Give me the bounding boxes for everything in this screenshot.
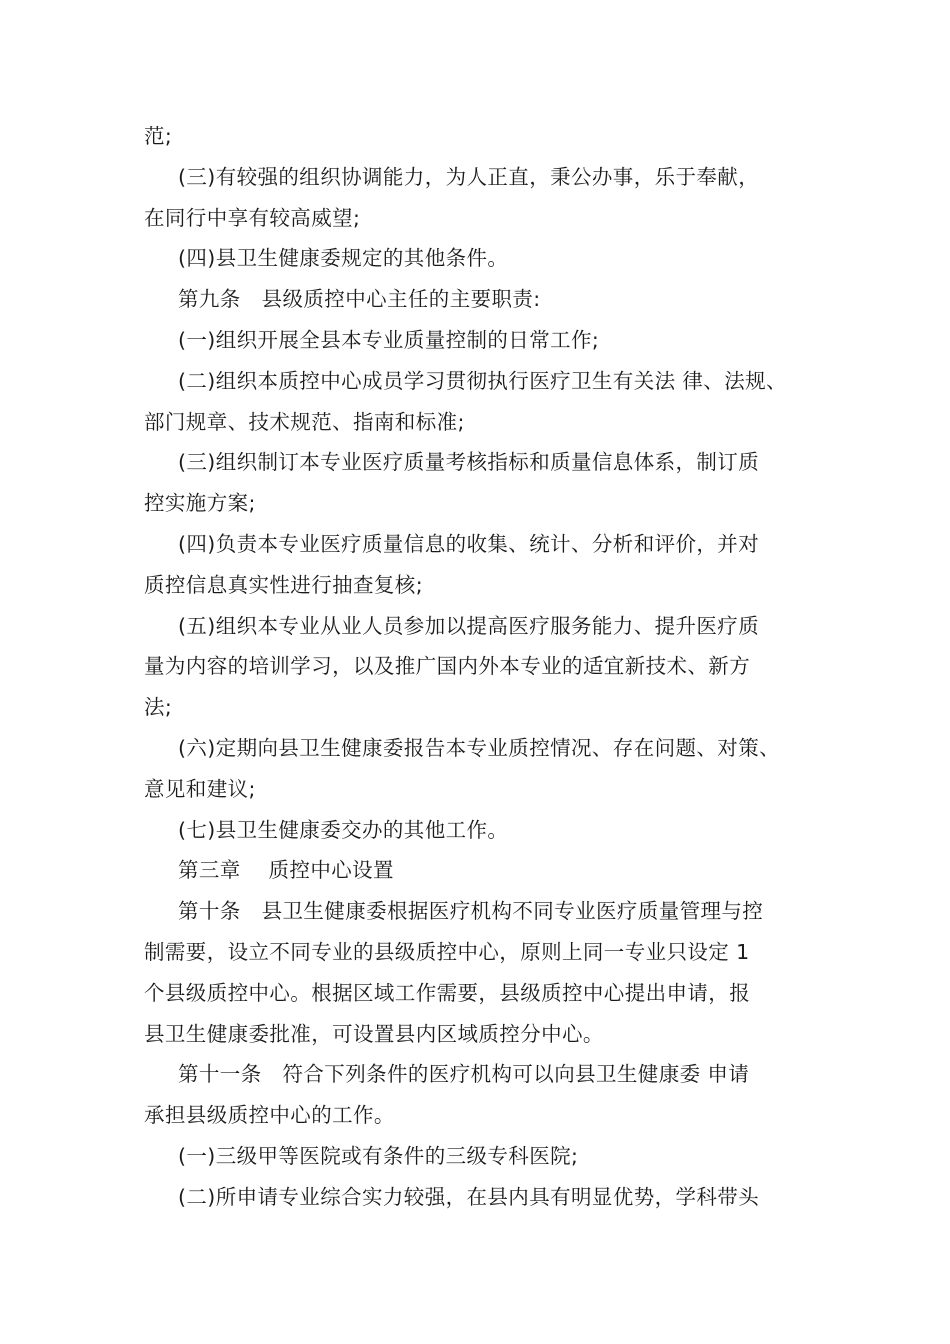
text-line: (二)所申请专业综合实力较强，在县内具有明显优势，学科带头: [178, 1184, 760, 1209]
text-line: (六)定期向县卫生健康委报告本专业质控情况、存在问题、对策、: [178, 735, 780, 760]
text-line: (一)三级甲等医院或有条件的三级专科医院;: [178, 1143, 579, 1168]
text-line: (四)负责本专业医疗质量信息的收集、统计、分析和评价，并对: [178, 531, 760, 556]
text-line: 个县级质控中心。根据区域工作需要，县级质控中心提出申请，报: [144, 980, 751, 1005]
text-line: 承担县级质控中心的工作。: [144, 1103, 395, 1128]
document-body: [144, 116, 834, 1218]
text-line: (五)组织本专业从业人员参加以提高医疗服务能力、提升医疗质: [178, 613, 760, 638]
text-line: 意见和建议;: [144, 776, 256, 801]
text-line: (四)县卫生健康委规定的其他条件。: [178, 246, 509, 271]
text-line: 量为内容的培训学习，以及推广国内外本专业的适宜新技术、新方: [144, 654, 751, 679]
text-line: 质控信息真实性进行抽查复核;: [144, 572, 424, 597]
text-line: (三)有较强的组织协调能力，为人正直，秉公办事，乐于奉献，: [178, 164, 760, 189]
text-line: 县卫生健康委批准，可设置县内区域质控分中心。: [144, 1021, 604, 1046]
article-heading-10: 第十条 县卫生健康委根据医疗机构不同专业医疗质量管理与控: [178, 899, 764, 924]
chapter-heading-3: 第三章 质控中心设置: [178, 858, 394, 883]
text-line: (七)县卫生健康委交办的其他工作。: [178, 817, 509, 842]
text-line: 控实施方案;: [144, 491, 256, 516]
text-line: 法;: [144, 695, 173, 720]
text-line: 制需要，设立不同专业的县级质控中心，原则上同一专业只设定 1: [144, 939, 750, 964]
text-line: (二)组织本质控中心成员学习贯彻执行医疗卫生有关法 律、法规、: [178, 368, 787, 393]
article-heading-9: 第九条 县级质控中心主任的主要职责:: [178, 287, 541, 312]
text-line: (一)组织开展全县本专业质量控制的日常工作;: [178, 327, 600, 352]
text-line: 范;: [144, 124, 173, 148]
text-line: 部门规章、技术规范、指南和标准;: [144, 409, 465, 434]
text-line: (三)组织制订本专业医疗质量考核指标和质量信息体系，制订质: [178, 450, 760, 475]
text-line: 在同行中享有较高威望;: [144, 205, 361, 230]
article-heading-11: 第十一条 符合下列条件的医疗机构可以向县卫生健康委 申请: [178, 1062, 750, 1087]
